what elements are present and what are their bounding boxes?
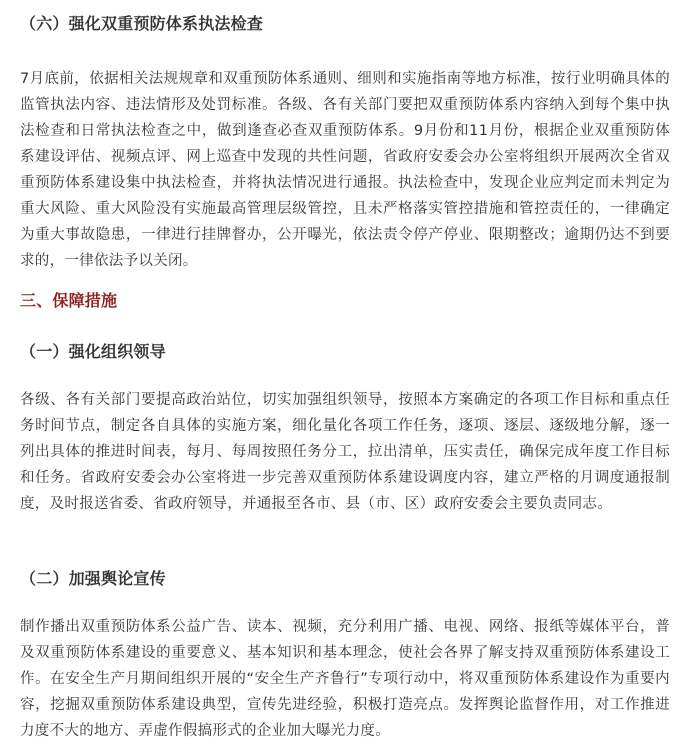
section-body-leadership: 各级、各有关部门要提高政治站位，切实加强组织领导，按照本方案确定的各项工作目标和重点任务时间节点，制定各自具体的实施方案，细化量化各项工作任务，逐项、逐层、逐级地分解，逐一列出具体的推进时间表，每月、每周按照任务分工，拉出清单，压实责任，确保完成年度工作目标和任务。省政府安委会办公室将进一步完善双重预防体系建设调度内容，建立严格的月调度通报制度，及时报送省委、省政府领导，并通报至各市、县（市、区）政府安委会主要负责同志。 [20, 392, 670, 512]
part-heading-safeguards: 三、保障措施 [20, 291, 118, 310]
section-heading-publicity: （二）加强舆论宣传 [20, 569, 166, 588]
section-body-publicity: 制作播出双重预防体系公益广告、读本、视频，充分利用广播、电视、网络、报纸等媒体平台，普及双重预防体系建设的重要意义、基本知识和基本理念，使社会各界了解支持双重预防体系建设工作。在安全生产月期间组织开展的“安全生产齐鲁行”专项行动中，将双重预防体系建设作为重要内容，挖掘双重预防体系建设典型，宣传先进经验，积极打造亮点。发挥舆论监督作用，对工作推进力度不大的地方、弄虚作假搞形式的企业加大曝光力度。 [20, 619, 670, 739]
section-heading-enforcement: （六）强化双重预防体系执法检查 [20, 14, 264, 33]
section-body-enforcement: 7月底前，依据相关法规规章和双重预防体系通则、细则和实施指南等地方标准，按行业明确具体的监管执法内容、违法情形及处罚标准。各级、各有关部门要把双重预防体系内容纳入到每个集中执法检查和日常执法检查之中，做到逢查必查双重预防体系。9月份和11月份，根据企业双重预防体系建设评估、视频点评、网上巡查中发现的共性问题，省政府安委会办公室将组织开展两次全省双重预防体系建设集中执法检查，并将执法情况进行通报。执法检查中，发现企业应判定而未判定为重大风险、重大风险没有实施最高管理层级管控，且未严格落实管控措施和管控责任的，一律确定为重大事故隐患，一律进行挂牌督办，公开曝光，依法责令停产停业、限期整改；逾期仍达不到要求的，一律依法予以关闭。 [20, 71, 670, 269]
section-heading-leadership: （一）强化组织领导 [20, 342, 166, 361]
